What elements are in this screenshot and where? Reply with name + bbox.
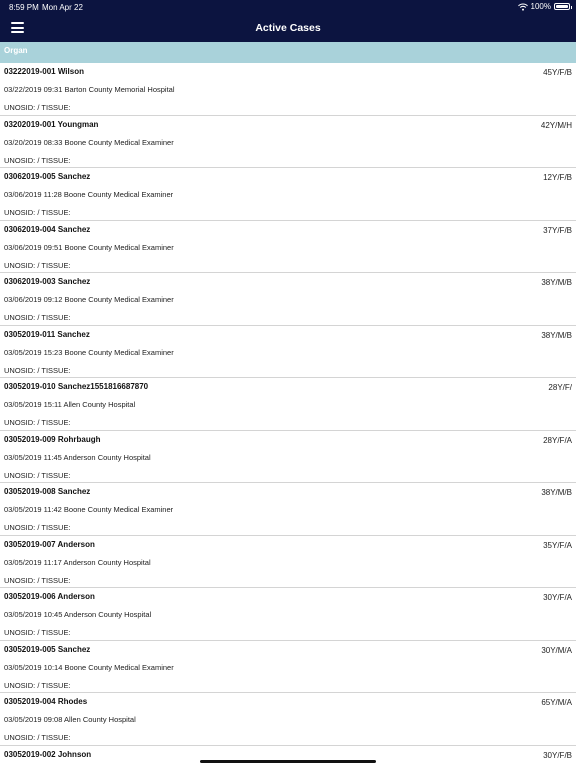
case-title: 03052019-011 Sanchez bbox=[4, 329, 90, 339]
case-row[interactable] bbox=[0, 641, 576, 694]
case-unos-tissue: UNOSID: / TISSUE: bbox=[4, 523, 71, 532]
section-header-organ bbox=[0, 42, 576, 63]
case-demographics: 38Y/M/B bbox=[541, 278, 572, 287]
case-title: 03062019-004 Sanchez bbox=[4, 224, 91, 234]
case-title: 03062019-003 Sanchez bbox=[4, 277, 91, 286]
case-demographics: 28Y/F/ bbox=[548, 383, 572, 392]
case-title: 03052019-006 Anderson bbox=[4, 592, 95, 601]
page-title: Active Cases bbox=[255, 22, 321, 34]
case-title: 03052019-009 Rohrbaugh bbox=[4, 434, 101, 444]
case-row[interactable] bbox=[0, 588, 576, 641]
battery-percentage: 100% bbox=[530, 2, 551, 11]
status-date: Mon Apr 22 bbox=[42, 3, 83, 12]
case-unos-tissue: UNOSID: / TISSUE: bbox=[4, 470, 71, 480]
case-demographics: 35Y/F/A bbox=[543, 540, 572, 550]
case-unos-tissue: UNOSID: / TISSUE: bbox=[4, 260, 71, 270]
wifi-icon bbox=[518, 3, 528, 11]
case-demographics: 38Y/M/B bbox=[541, 488, 572, 497]
case-date-location: 03/06/2019 09:51 Boone County Medical Examiner bbox=[4, 242, 174, 252]
case-row[interactable] bbox=[0, 273, 576, 326]
case-date-location: 03/20/2019 08:33 Boone County Medical Examiner bbox=[4, 137, 174, 147]
case-unos-tissue: UNOSID: / TISSUE: bbox=[4, 313, 71, 322]
case-row[interactable] bbox=[0, 221, 576, 274]
case-unos-tissue: UNOSID: / TISSUE: bbox=[4, 628, 71, 637]
case-row[interactable] bbox=[0, 116, 576, 169]
case-title: 03052019-007 Anderson bbox=[4, 539, 95, 549]
case-demographics: 38Y/M/B bbox=[541, 330, 572, 340]
case-row[interactable] bbox=[0, 63, 576, 116]
navigation-bar bbox=[0, 14, 576, 42]
case-row[interactable] bbox=[0, 431, 576, 484]
case-demographics: 42Y/M/H bbox=[540, 120, 572, 130]
case-unos-tissue: UNOSID: / TISSUE: bbox=[4, 575, 71, 585]
status-time: 8:59 PM bbox=[9, 3, 39, 12]
case-date-location: 03/05/2019 15:23 Boone County Medical Examiner bbox=[4, 347, 174, 357]
case-demographics: 65Y/M/A bbox=[541, 698, 572, 707]
case-date-location: 03/06/2019 11:28 Boone County Medical Examiner bbox=[4, 190, 174, 199]
status-right bbox=[518, 2, 570, 11]
case-row[interactable] bbox=[0, 536, 576, 589]
case-unos-tissue: UNOSID: / TISSUE: bbox=[4, 365, 71, 375]
case-title: 03052019-005 Sanchez bbox=[4, 644, 91, 654]
case-row[interactable] bbox=[0, 378, 576, 431]
case-unos-tissue: UNOSID: / TISSUE: bbox=[4, 680, 71, 690]
status-bar bbox=[0, 0, 576, 14]
case-list[interactable] bbox=[0, 63, 576, 768]
case-title: 03052019-002 Johnson bbox=[4, 749, 92, 759]
case-date-location: 03/22/2019 09:31 Barton County Memorial Hospital bbox=[4, 85, 175, 94]
case-date-location: 03/06/2019 09:12 Boone County Medical Examiner bbox=[4, 295, 174, 304]
case-title: 03052019-008 Sanchez bbox=[4, 487, 91, 496]
case-row[interactable] bbox=[0, 483, 576, 536]
home-indicator[interactable] bbox=[200, 760, 376, 763]
case-row[interactable] bbox=[0, 168, 576, 221]
case-date-location: 03/05/2019 11:42 Boone County Medical Examiner bbox=[4, 505, 174, 514]
case-date-location: 03/05/2019 10:45 Anderson County Hospital bbox=[4, 610, 152, 619]
case-demographics: 12Y/F/B bbox=[543, 173, 572, 182]
case-demographics: 30Y/F/A bbox=[543, 593, 572, 602]
case-demographics: 28Y/F/A bbox=[543, 435, 572, 445]
case-unos-tissue: UNOSID: / TISSUE: bbox=[4, 418, 71, 427]
case-demographics: 30Y/F/B bbox=[543, 750, 572, 760]
case-demographics: 37Y/F/B bbox=[543, 225, 572, 235]
case-title: 03052019-004 Rhodes bbox=[4, 697, 88, 706]
case-date-location: 03/05/2019 15:11 Allen County Hospital bbox=[4, 400, 136, 409]
case-unos-tissue: UNOSID: / TISSUE: bbox=[4, 733, 71, 742]
battery-icon bbox=[554, 3, 570, 10]
case-row[interactable] bbox=[0, 746, 576, 768]
case-title: 03062019-005 Sanchez bbox=[4, 172, 91, 181]
case-title: 03052019-010 Sanchez1551816687870 bbox=[4, 382, 149, 391]
case-unos-tissue: UNOSID: / TISSUE: bbox=[4, 208, 71, 217]
case-demographics: 30Y/M/A bbox=[541, 645, 572, 655]
case-title: 03202019-001 Youngman bbox=[4, 119, 99, 129]
case-title: 03222019-001 Wilson bbox=[4, 67, 84, 76]
case-demographics: 45Y/F/B bbox=[543, 68, 572, 77]
case-row[interactable] bbox=[0, 326, 576, 379]
case-date-location: 03/05/2019 11:17 Anderson County Hospital bbox=[4, 557, 151, 567]
section-header-label: Organ bbox=[4, 46, 28, 55]
case-date-location: 03/05/2019 09:08 Allen County Hospital bbox=[4, 715, 136, 724]
case-row[interactable] bbox=[0, 693, 576, 746]
case-date-location: 03/05/2019 10:14 Boone County Medical Examiner bbox=[4, 662, 174, 672]
case-date-location: 03/05/2019 11:45 Anderson County Hospital bbox=[4, 452, 151, 462]
case-unos-tissue: UNOSID: / TISSUE: bbox=[4, 103, 71, 112]
case-unos-tissue: UNOSID: / TISSUE: bbox=[4, 155, 71, 165]
